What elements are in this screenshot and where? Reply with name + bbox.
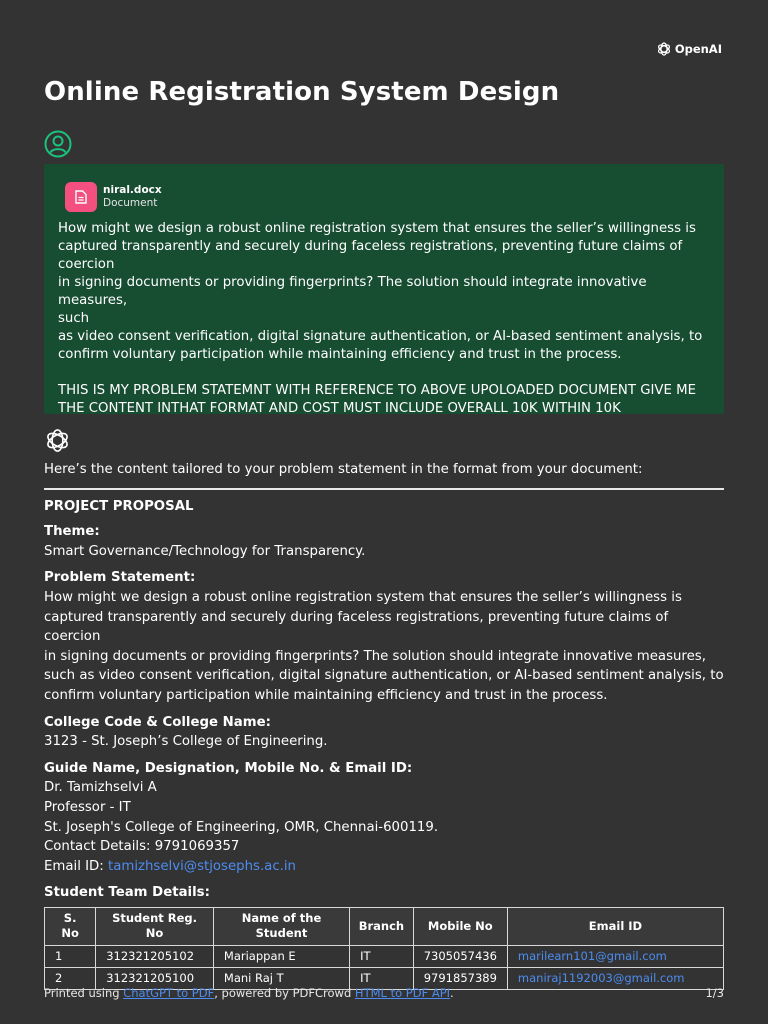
table-row xyxy=(45,945,724,967)
attachment-type: Document xyxy=(103,197,158,209)
college-label: College Code & College Name: xyxy=(44,714,271,730)
guide-label: Guide Name, Designation, Mobile No. & Email ID: xyxy=(44,760,413,776)
team-label: Student Team Details: xyxy=(44,885,210,901)
cell-email-link[interactable]: maniraj1192003@gmail.com xyxy=(507,967,723,989)
divider xyxy=(44,488,724,490)
attachment-name: niral.docx xyxy=(103,184,162,196)
response-intro: Here’s the content tailored to your problem statement in the format from your document: xyxy=(44,462,643,477)
footer-suffix: . xyxy=(450,986,454,1000)
college-section xyxy=(44,713,724,752)
guide-email-line xyxy=(44,857,724,877)
table-header-row xyxy=(45,907,724,945)
header-student-name: Name of the Student xyxy=(213,907,349,945)
guide-contact: Contact Details: 9791069357 xyxy=(44,839,240,855)
chatgpt-to-pdf-link[interactable]: ChatGPT to PDF xyxy=(123,986,215,1000)
header-mobile: Mobile No xyxy=(413,907,507,945)
problem-section xyxy=(44,568,724,705)
theme-section xyxy=(44,522,724,561)
chatgpt-logo-icon xyxy=(44,427,71,454)
cell-reg-no: 312321205102 xyxy=(96,945,214,967)
proposal-heading: PROJECT PROPOSAL xyxy=(44,498,194,514)
footer-prefix: Printed using xyxy=(44,986,124,1000)
header-email: Email ID xyxy=(507,907,723,945)
problem-line: confirm voluntary participation while maintaining efficiency and trust in the process. xyxy=(44,687,608,703)
problem-label: Problem Statement: xyxy=(44,570,196,586)
cell-email-link[interactable]: marilearn101@gmail.com xyxy=(507,945,723,967)
problem-line: How might we design a robust online registration system that ensures the seller’s willingness is xyxy=(44,589,682,605)
guide-name: Dr. Tamizhselvi A xyxy=(44,780,157,796)
header-reg-no: Student Reg. No xyxy=(96,907,214,945)
openai-logo-icon xyxy=(656,41,672,57)
footer-middle: , powered by PDFCrowd xyxy=(214,986,355,1000)
theme-value: Smart Governance/Technology for Transparency. xyxy=(44,543,366,559)
problem-line: such as video consent verification, digital signature authentication, or AI-based sentiment analysis, to xyxy=(44,668,724,684)
user-message xyxy=(44,164,724,414)
student-team-table xyxy=(44,907,724,990)
guide-designation: Professor - IT xyxy=(44,799,131,815)
brand-name: OpenAI xyxy=(674,42,722,56)
header-sno: S. No xyxy=(45,907,96,945)
guide-email-link[interactable]: tamizhselvi@stjosephs.ac.in xyxy=(108,858,296,874)
openai-brand xyxy=(656,41,722,57)
user-message-text: How might we design a robust online registration system that ensures the seller’s willingness is captured transparently and securely during faceless registrations, preventing future claims of coercion in signing documents or providing fingerprints? The solution should integrate innovative measures, such as video consent verification, digital signature authentication, or AI-based sentiment analysis, to confirm voluntary participation while maintaining efficiency and trust in the process. THIS IS MY PROBLEM STATEMNT WITH REFERENCE TO ABOVE UPOLOADED DOCUMENT GIVE ME THE CONTENT INTHAT FORMAT AND COST MUST INCLUDE OVERALL 10K WITHIN 10K xyxy=(58,221,703,416)
problem-line: in signing documents or providing fingerprints? The solution should integrate innovative measures, xyxy=(44,648,706,664)
attachment-chip[interactable] xyxy=(65,182,710,212)
document-icon xyxy=(65,182,97,212)
print-footer xyxy=(44,986,724,1000)
user-avatar-icon xyxy=(44,130,72,158)
cell-mobile: 9791857389 xyxy=(413,967,507,989)
guide-address: St. Joseph's College of Engineering, OMR, Chennai-600119. xyxy=(44,819,439,835)
guide-section xyxy=(44,759,724,877)
cell-sno: 1 xyxy=(45,945,96,967)
html-to-pdf-api-link[interactable]: HTML to PDF API xyxy=(354,986,451,1000)
cell-name: Mariappan E xyxy=(213,945,349,967)
page-title: Online Registration System Design xyxy=(44,77,560,107)
cell-name: Mani Raj T xyxy=(213,967,349,989)
page-number: 1/3 xyxy=(705,986,724,1000)
cell-branch: IT xyxy=(350,945,414,967)
cell-branch: IT xyxy=(350,967,414,989)
header-branch: Branch xyxy=(350,907,414,945)
assistant-response xyxy=(44,460,724,990)
college-value: 3123 - St. Joseph’s College of Engineering. xyxy=(44,734,328,750)
problem-line: captured transparently and securely during faceless registrations, preventing future claims of coercion xyxy=(44,609,669,645)
cell-mobile: 7305057436 xyxy=(413,945,507,967)
theme-label: Theme: xyxy=(44,524,100,540)
footer-credit xyxy=(44,986,454,1000)
cell-sno: 2 xyxy=(45,967,96,989)
guide-email-label: Email ID: xyxy=(44,858,108,874)
cell-reg-no: 312321205100 xyxy=(96,967,214,989)
